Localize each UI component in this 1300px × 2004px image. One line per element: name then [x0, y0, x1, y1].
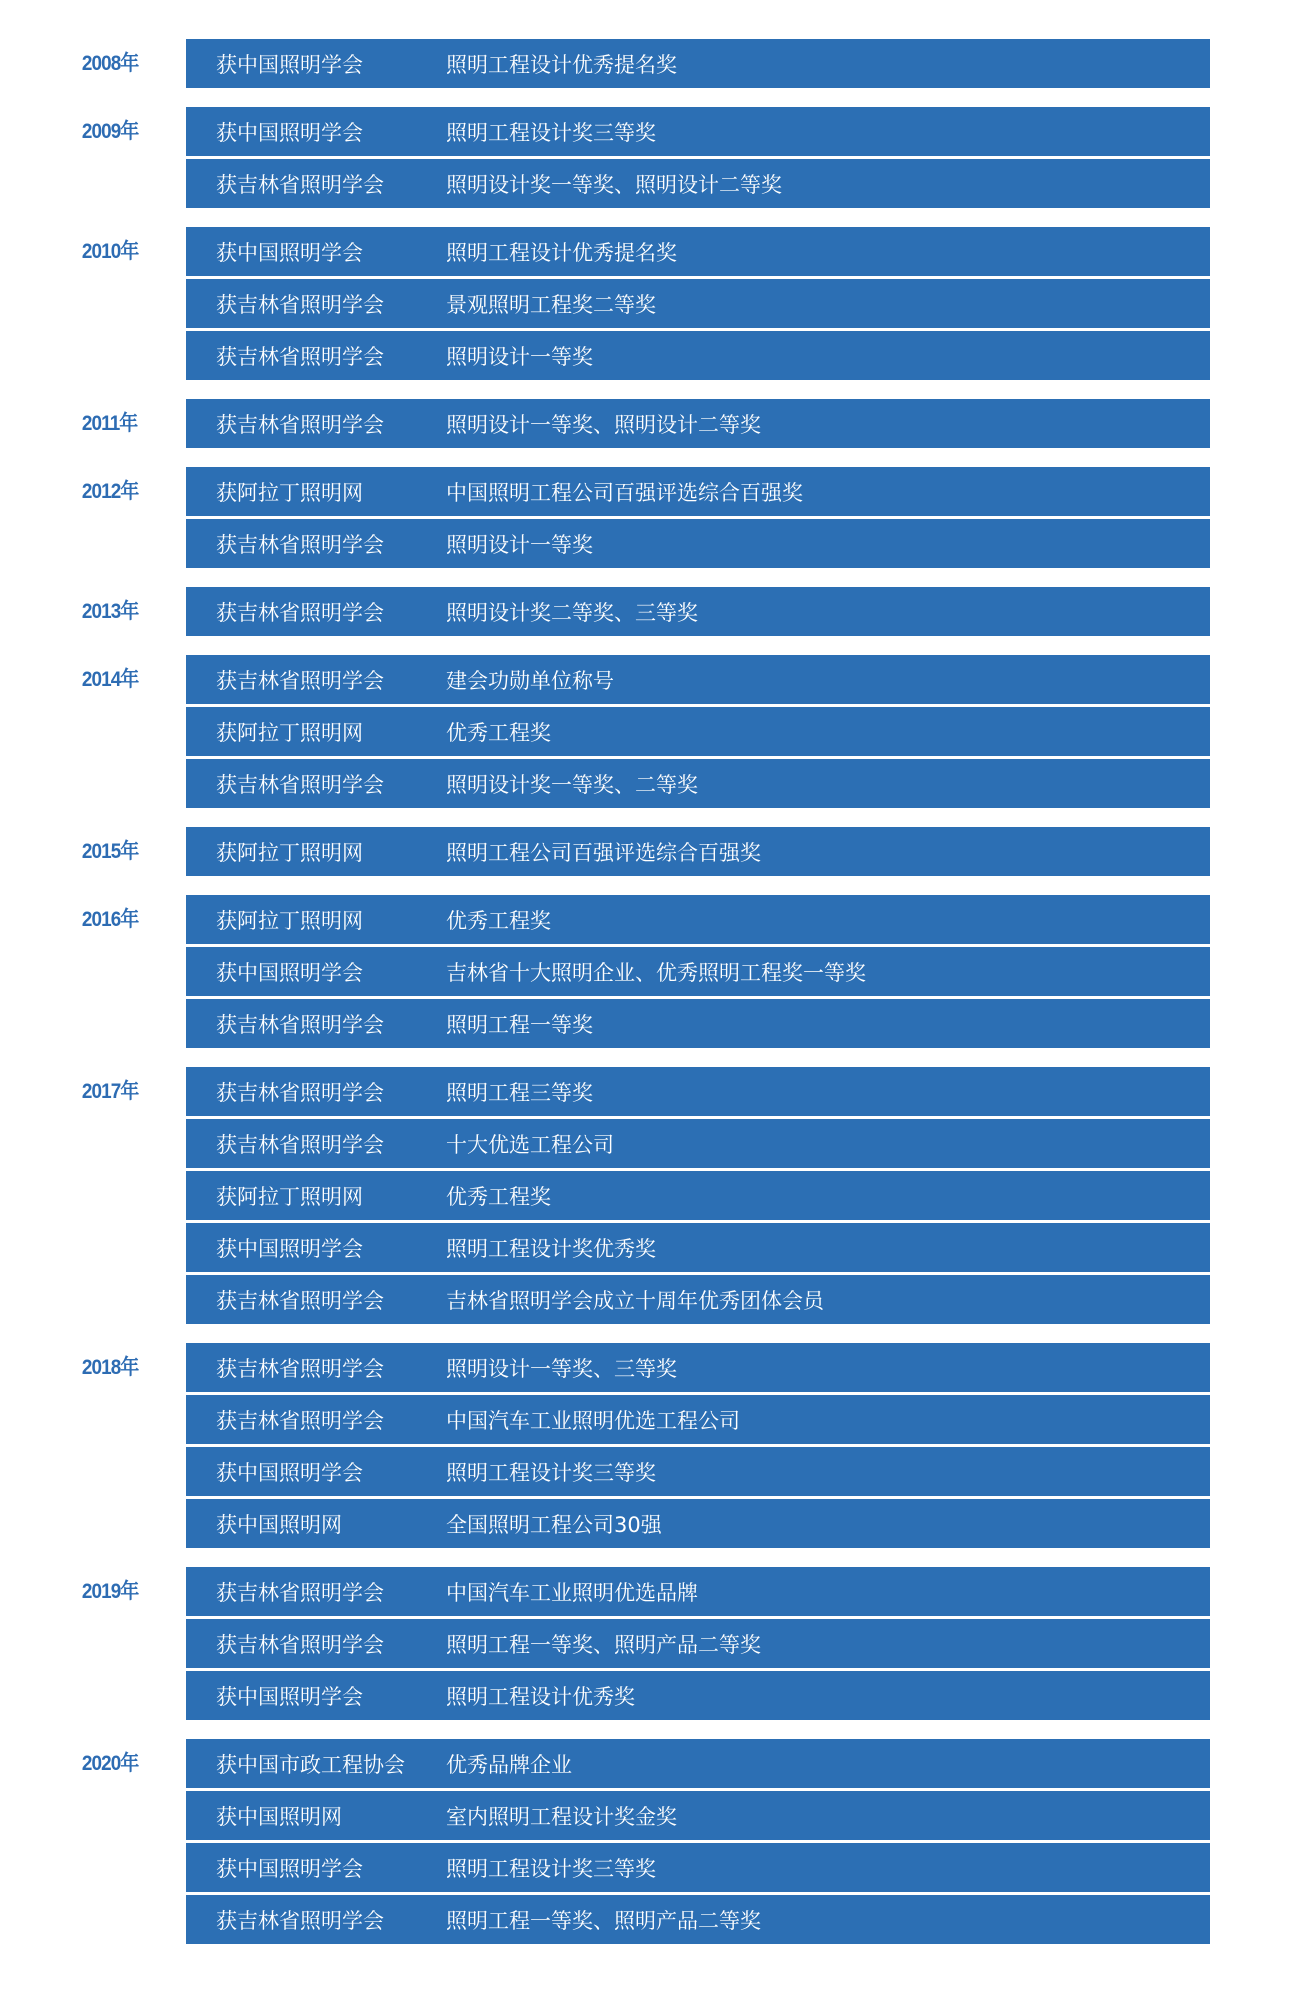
awarding-organization: 获中国照明学会: [216, 1460, 363, 1485]
award-title: 优秀工程奖: [446, 908, 551, 933]
award-rows: [186, 107, 1210, 208]
award-title: 照明工程设计奖三等奖: [446, 1460, 656, 1485]
awarding-organization: 获吉林省照明学会: [216, 772, 384, 797]
year-group: [0, 107, 1300, 208]
award-row: [186, 587, 1210, 636]
award-title: 照明工程一等奖、照明产品二等奖: [446, 1908, 761, 1933]
award-title: 照明设计奖一等奖、二等奖: [446, 772, 698, 797]
award-title: 照明工程设计优秀提名奖: [446, 52, 677, 77]
award-rows: [186, 655, 1210, 808]
awarding-organization: 获中国照明学会: [216, 1856, 363, 1881]
year-label: 2010年: [81, 240, 139, 263]
year-label: 2015年: [81, 840, 139, 863]
award-row: [186, 1395, 1210, 1444]
award-title: 照明工程设计优秀奖: [446, 1684, 635, 1709]
year-label: 2017年: [81, 1080, 139, 1103]
award-title: 中国汽车工业照明优选工程公司: [446, 1408, 740, 1433]
award-title: 照明设计一等奖: [446, 532, 593, 557]
award-title: 全国照明工程公司30强: [446, 1512, 662, 1537]
awarding-organization: 获中国照明学会: [216, 52, 363, 77]
awarding-organization: 获吉林省照明学会: [216, 1132, 384, 1157]
year-group: [0, 655, 1300, 808]
award-row: [186, 39, 1210, 88]
award-rows: [186, 827, 1210, 876]
awarding-organization: 获中国照明学会: [216, 960, 363, 985]
award-row: [186, 1619, 1210, 1668]
award-title: 建会功勋单位称号: [446, 668, 614, 693]
award-row: [186, 1119, 1210, 1168]
award-rows: [186, 1067, 1210, 1324]
award-rows: [186, 587, 1210, 636]
award-rows: [186, 1343, 1210, 1548]
award-row: [186, 947, 1210, 996]
awarding-organization: 获吉林省照明学会: [216, 344, 384, 369]
year-group: [0, 227, 1300, 380]
award-row: [186, 1791, 1210, 1840]
award-title: 照明工程公司百强评选综合百强奖: [446, 840, 761, 865]
award-row: [186, 159, 1210, 208]
awarding-organization: 获吉林省照明学会: [216, 1356, 384, 1381]
awarding-organization: 获阿拉丁照明网: [216, 1184, 363, 1209]
award-title: 室内照明工程设计奖金奖: [446, 1804, 677, 1829]
year-group: [0, 1739, 1300, 1944]
awarding-organization: 获吉林省照明学会: [216, 532, 384, 557]
awarding-organization: 获吉林省照明学会: [216, 292, 384, 317]
award-row: [186, 1671, 1210, 1720]
award-title: 照明工程设计奖三等奖: [446, 1856, 656, 1881]
award-row: [186, 1275, 1210, 1324]
year-group: [0, 827, 1300, 876]
award-title: 优秀工程奖: [446, 720, 551, 745]
award-row: [186, 1499, 1210, 1548]
award-row: [186, 655, 1210, 704]
award-title: 照明设计一等奖: [446, 344, 593, 369]
award-row: [186, 107, 1210, 156]
year-group: [0, 587, 1300, 636]
award-row: [186, 827, 1210, 876]
award-row: [186, 227, 1210, 276]
award-row: [186, 707, 1210, 756]
year-group: [0, 1567, 1300, 1720]
award-row: [186, 399, 1210, 448]
awarding-organization: 获吉林省照明学会: [216, 1908, 384, 1933]
award-title: 吉林省照明学会成立十周年优秀团体会员: [446, 1288, 824, 1313]
awarding-organization: 获吉林省照明学会: [216, 1580, 384, 1605]
awarding-organization: 获中国照明学会: [216, 240, 363, 265]
award-row: [186, 1343, 1210, 1392]
award-title: 景观照明工程奖二等奖: [446, 292, 656, 317]
award-title: 照明设计奖一等奖、照明设计二等奖: [446, 172, 782, 197]
award-title: 中国照明工程公司百强评选综合百强奖: [446, 480, 803, 505]
award-title: 照明工程三等奖: [446, 1080, 593, 1105]
year-group: [0, 895, 1300, 1048]
award-row: [186, 1223, 1210, 1272]
award-row: [186, 331, 1210, 380]
awarding-organization: 获中国照明学会: [216, 1236, 363, 1261]
award-title: 吉林省十大照明企业、优秀照明工程奖一等奖: [446, 960, 866, 985]
awarding-organization: 获吉林省照明学会: [216, 1012, 384, 1037]
award-title: 十大优选工程公司: [446, 1132, 614, 1157]
award-row: [186, 1171, 1210, 1220]
award-title: 照明工程一等奖、照明产品二等奖: [446, 1632, 761, 1657]
award-row: [186, 759, 1210, 808]
year-label: 2008年: [81, 52, 139, 75]
award-title: 优秀品牌企业: [446, 1752, 572, 1777]
year-label: 2009年: [81, 120, 139, 143]
award-title: 照明设计奖二等奖、三等奖: [446, 600, 698, 625]
award-title: 中国汽车工业照明优选品牌: [446, 1580, 698, 1605]
award-row: [186, 1067, 1210, 1116]
award-row: [186, 467, 1210, 516]
awarding-organization: 获吉林省照明学会: [216, 1632, 384, 1657]
award-title: 照明设计一等奖、三等奖: [446, 1356, 677, 1381]
awarding-organization: 获吉林省照明学会: [216, 172, 384, 197]
award-row: [186, 895, 1210, 944]
awarding-organization: 获吉林省照明学会: [216, 412, 384, 437]
award-row: [186, 519, 1210, 568]
award-rows: [186, 39, 1210, 88]
award-title: 照明工程设计优秀提名奖: [446, 240, 677, 265]
award-row: [186, 1739, 1210, 1788]
award-title: 照明工程设计奖三等奖: [446, 120, 656, 145]
awarding-organization: 获吉林省照明学会: [216, 600, 384, 625]
award-rows: [186, 1739, 1210, 1944]
awarding-organization: 获阿拉丁照明网: [216, 720, 363, 745]
award-rows: [186, 1567, 1210, 1720]
award-title: 优秀工程奖: [446, 1184, 551, 1209]
awarding-organization: 获中国照明学会: [216, 1684, 363, 1709]
year-label: 2012年: [81, 480, 139, 503]
award-rows: [186, 227, 1210, 380]
awarding-organization: 获吉林省照明学会: [216, 668, 384, 693]
award-title: 照明设计一等奖、照明设计二等奖: [446, 412, 761, 437]
awarding-organization: 获中国照明网: [216, 1804, 342, 1829]
awarding-organization: 获吉林省照明学会: [216, 1080, 384, 1105]
awarding-organization: 获吉林省照明学会: [216, 1288, 384, 1313]
year-group: [0, 467, 1300, 568]
year-label: 2014年: [81, 668, 139, 691]
award-row: [186, 999, 1210, 1048]
award-row: [186, 1895, 1210, 1944]
award-row: [186, 1567, 1210, 1616]
year-label: 2019年: [81, 1580, 139, 1603]
year-label: 2018年: [81, 1356, 139, 1379]
awarding-organization: 获中国照明学会: [216, 120, 363, 145]
awarding-organization: 获中国市政工程协会: [216, 1752, 405, 1777]
awarding-organization: 获阿拉丁照明网: [216, 840, 363, 865]
year-label: 2011年: [81, 412, 138, 435]
award-title: 照明工程设计奖优秀奖: [446, 1236, 656, 1261]
awarding-organization: 获阿拉丁照明网: [216, 908, 363, 933]
awards-list: [0, 39, 1300, 1963]
year-group: [0, 399, 1300, 448]
year-label: 2016年: [81, 908, 139, 931]
year-group: [0, 1343, 1300, 1548]
award-rows: [186, 895, 1210, 1048]
award-title: 照明工程一等奖: [446, 1012, 593, 1037]
awarding-organization: 获中国照明网: [216, 1512, 342, 1537]
award-row: [186, 1843, 1210, 1892]
year-label: 2013年: [81, 600, 139, 623]
award-row: [186, 279, 1210, 328]
award-rows: [186, 399, 1210, 448]
year-label: 2020年: [81, 1752, 139, 1775]
year-group: [0, 39, 1300, 88]
awarding-organization: 获吉林省照明学会: [216, 1408, 384, 1433]
year-group: [0, 1067, 1300, 1324]
award-rows: [186, 467, 1210, 568]
awarding-organization: 获阿拉丁照明网: [216, 480, 363, 505]
award-row: [186, 1447, 1210, 1496]
